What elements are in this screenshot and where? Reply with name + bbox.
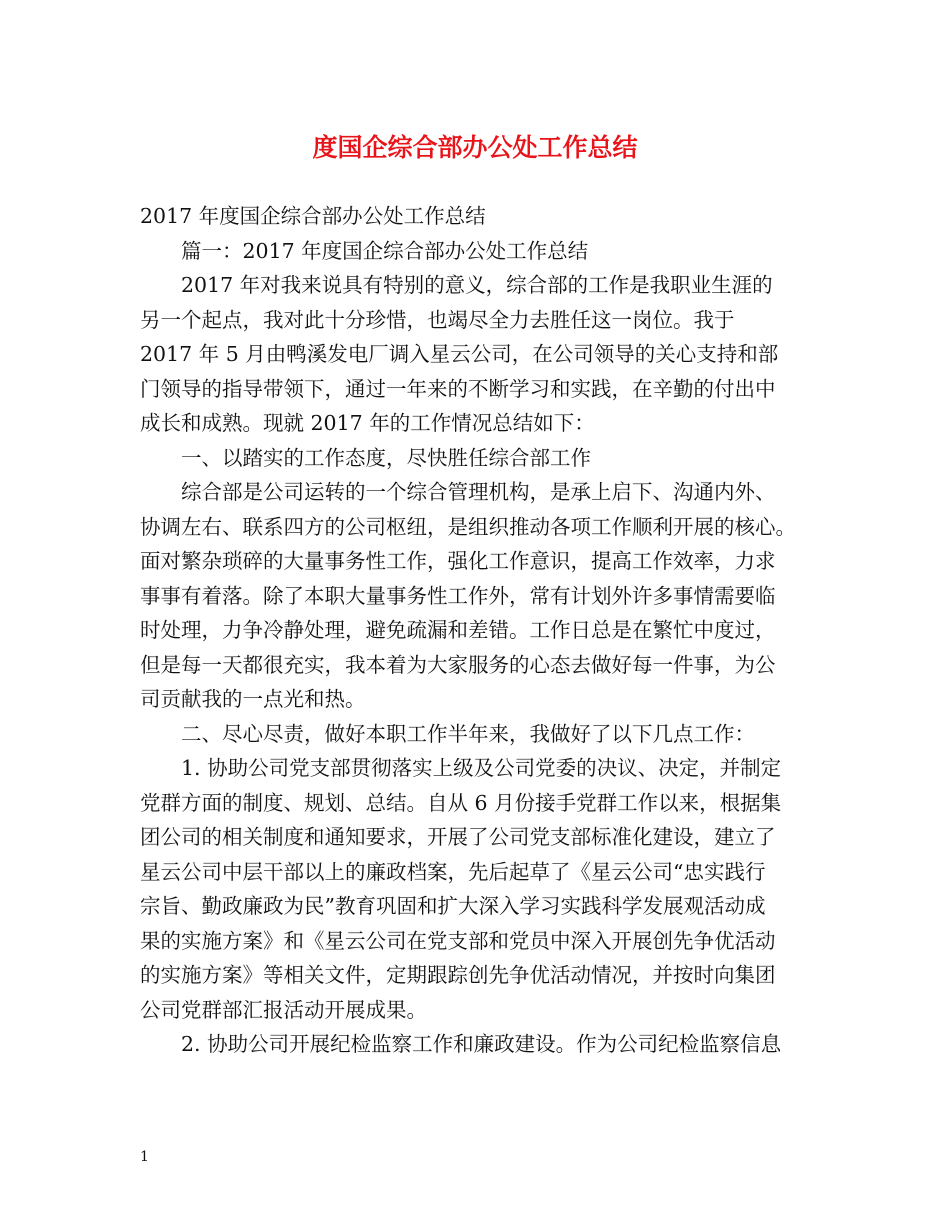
body-line: 司贡献我的一点光和热。 — [140, 687, 366, 711]
body-line: 面对繁杂琐碎的大量事务性工作，强化工作意识，提高工作效率，力求 — [140, 549, 776, 573]
body-line: 公司党群部汇报活动开展成果。 — [140, 997, 427, 1022]
body-line: 另一个起点，我对此十分珍惜，也竭尽全力去胜任这一岗位。我于 — [140, 307, 735, 332]
body-line: 星云公司中层干部以上的廉政档案，先后起草了《星云公司“忠实践行 — [140, 859, 766, 884]
body-line: 协调左右、联系四方的公司枢纽，是组织推动各项工作顺利开展的核心。 — [140, 514, 796, 539]
document-title: 度国企综合部办公处工作总结 — [312, 133, 638, 162]
body-line: 1. 协助公司党支部贯彻落实上级及公司党委的决议、决定，并制定 — [181, 756, 782, 780]
body-line: 党群方面的制度、规划、总结。自从 6 月份接手党群工作以来，根据集 — [140, 790, 782, 815]
body-line: 2017 年对我来说具有特别的意义，综合部的工作是我职业生涯的 — [181, 273, 773, 297]
document-body — [140, 199, 820, 1062]
body-line: 但是每一天都很充实，我本着为大家服务的心态去做好每一件事，为公 — [140, 652, 776, 677]
body-line: 2. 协助公司开展纪检监察工作和廉政建设。作为公司纪检监察信息 — [181, 1032, 782, 1056]
body-line: 2017 年度国企综合部办公处工作总结 — [140, 204, 486, 228]
body-line: 2017 年 5 月由鸭溪发电厂调入星云公司，在公司领导的关心支持和部 — [140, 342, 779, 366]
body-line: 成长和成熟。现就 2017 年的工作情况总结如下： — [140, 411, 595, 435]
body-line: 果的实施方案》和《星云公司在党支部和党员中深入开展创先争优活动 — [140, 928, 776, 953]
body-line: 团公司的相关制度和通知要求，开展了公司党支部标准化建设，建立了 — [140, 825, 776, 849]
body-line: 一、以踏实的工作态度，尽快胜任综合部工作 — [181, 445, 591, 470]
page-number: 1 — [140, 1149, 149, 1165]
body-line: 时处理，力争冷静处理，避免疏漏和差错。工作日总是在繁忙中度过， — [140, 618, 776, 642]
body-line: 宗旨、勤政廉政为民”教育巩固和扩大深入学习实践科学发展观活动成 — [140, 894, 766, 918]
body-line: 篇一：2017 年度国企综合部办公处工作总结 — [181, 238, 589, 263]
body-line: 的实施方案》等相关文件，定期跟踪创先争优活动情况，并按时向集团 — [140, 963, 776, 987]
body-line: 事事有着落。除了本职大量事务性工作外，常有计划外许多事情需要临 — [140, 583, 776, 608]
body-line: 二、尽心尽责，做好本职工作半年来，我做好了以下几点工作： — [181, 721, 755, 746]
body-line: 综合部是公司运转的一个综合管理机构，是承上启下、沟通内外、 — [181, 480, 776, 504]
body-line: 门领导的指导带领下，通过一年来的不断学习和实践，在辛勤的付出中 — [140, 376, 776, 401]
